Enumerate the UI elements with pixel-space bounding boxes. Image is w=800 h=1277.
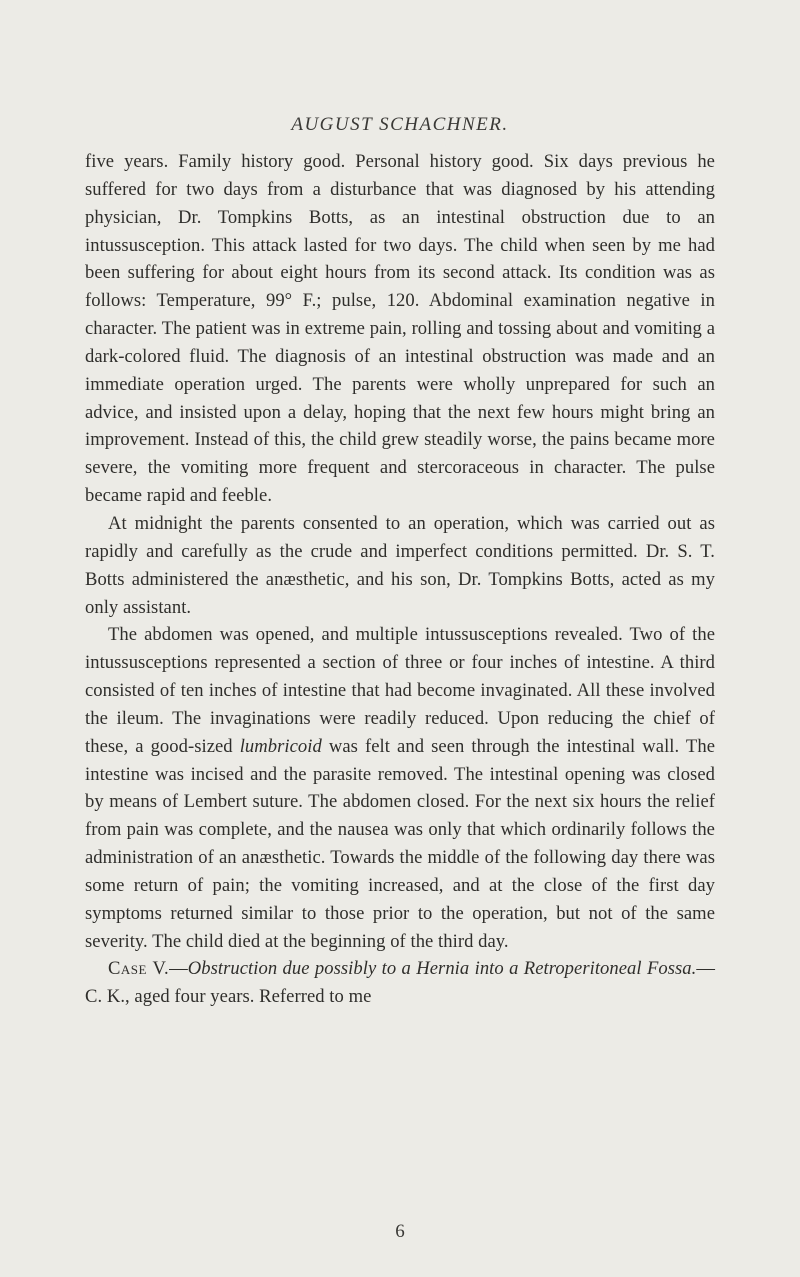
page-number: 6 [395, 1221, 405, 1242]
paragraph-1: five years. Family history good. Personal history good. Six days previous he suffered for two days from a disturbance that was diagnosed by his attending physician, Dr. Tompkins Botts, as an intestinal obstruction due to an intussusception. This attack lasted for two days. The child when seen by me had been suffering for about eight hours from its second attack. Its condition was as follows: Temperature, 99° F.; pulse, 120. Abdominal examination negative in character. The patient was in extreme pain, rolling and tossing about and vomiting a dark-colored fluid. The diagnosis of an intestinal obstruction was made and an immediate operation urged. The parents were wholly unprepared for such an advice, and insisted upon a delay, hoping that the next few hours might bring an improvement. Instead of this, the child grew steadily worse, the pains became more severe, the vomiting more frequent and stercoraceous in character. The pulse became rapid and feeble. [85, 151, 715, 507]
case-title: Obstruction due possibly to a Hernia into a Retroperitoneal Fossa. [187, 958, 697, 980]
case-dash: — [169, 958, 188, 980]
paragraph-3-text-after: was felt and seen through the intestinal wall. The intestine was incised and the parasite removed. The intestinal opening was closed by means of Lembert suture. The abdomen closed. For the next six hours the relief from pain was complete, and the nausea was only that which ordinarily follows the administration of an anæsthetic. Towards the middle of the following day there was some return of pain; the vomiting increased, and at the close of the first day symptoms returned similar to those prior to the operation, but not of the same severity. The child died at the beginning of the third day. [85, 735, 715, 952]
case-label: Case V. [108, 958, 170, 980]
case-text-after: —C. K., aged four years. Referred to me [85, 958, 715, 1008]
running-head: AUGUST SCHACHNER. [291, 114, 509, 135]
body-text [85, 148, 715, 1011]
paragraph-3 [85, 621, 715, 955]
italic-term-lumbricoid: lumbricoid [239, 735, 322, 757]
paragraph-3-text-before: The abdomen was opened, and multiple intussusceptions revealed. Two of the intussusceptions represented a section of three or four inches of intestine. A third consisted of ten inches of intestine that had become invaginated. All these involved the ileum. The invaginations were readily reduced. Upon reducing the chief of these, a good-sized [85, 624, 715, 757]
paragraph-4-case-heading [85, 955, 715, 1011]
paragraph-2: At midnight the parents consented to an operation, which was carried out as rapidly and carefully as the crude and imperfect conditions permitted. Dr. S. T. Botts administered the anæsthetic, and his son, Dr. Tompkins Botts, acted as my only assistant. [85, 512, 715, 618]
